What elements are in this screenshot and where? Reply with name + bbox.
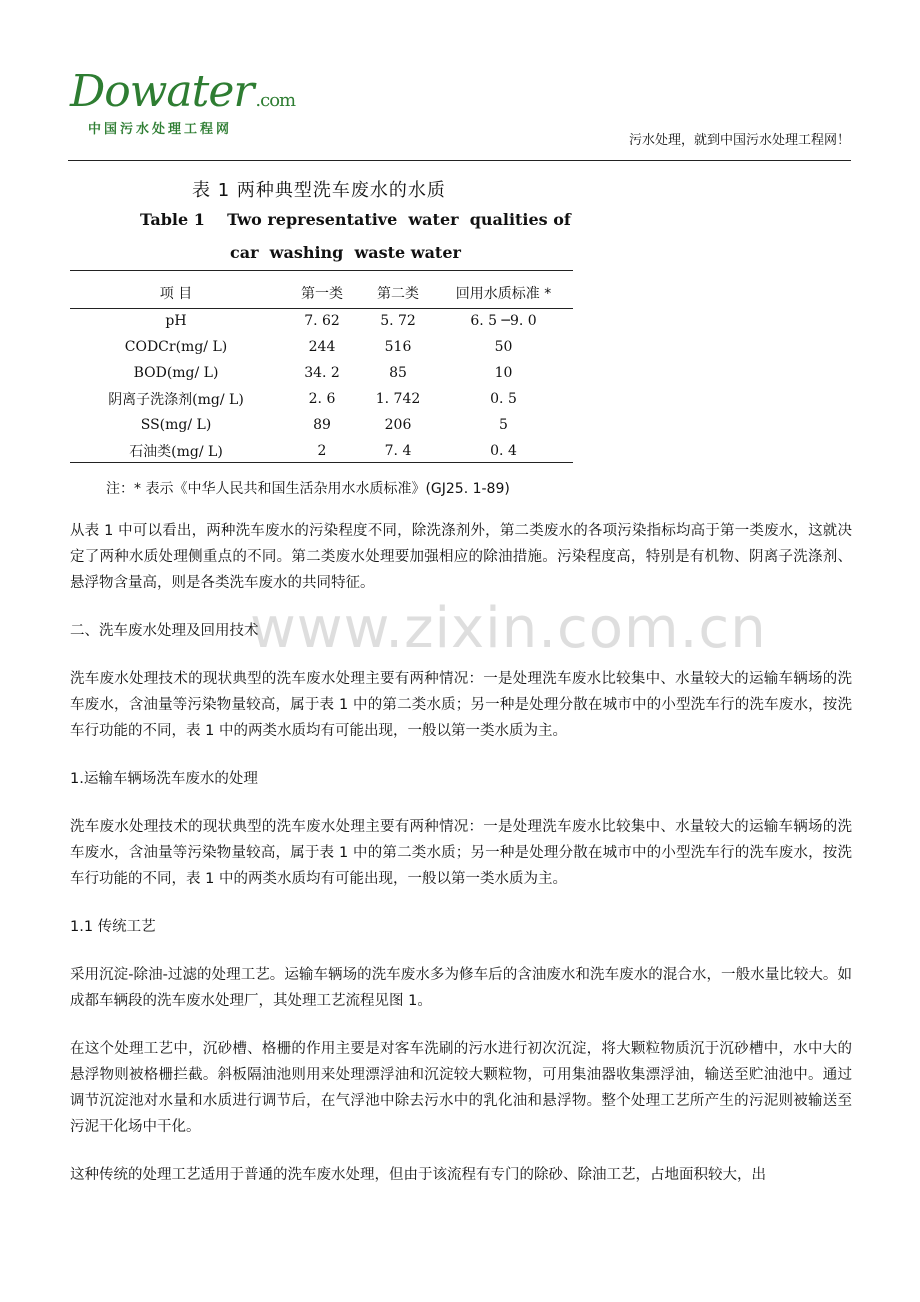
paragraph: 在这个处理工艺中，沉砂槽、格栅的作用主要是对客车洗刷的污水进行初次沉淀，将大颗粒物质沉于沉砂槽中，水中大的悬浮物则被格栅拦截。斜板隔油池则用来处理漂浮油和沉淀较大颗粒物，可用集油器收集漂浮油，输送至贮油池中。通过调节沉淀池对水量和水质进行调节后，在气浮池中除去污水中的乳化油和悬浮物。整个处理工艺所产生的污泥则被输送至污泥干化场中干化。	[70, 1041, 852, 1135]
table-cell: 206	[384, 417, 412, 433]
logo-domain-text: .com	[255, 90, 296, 111]
table-cell: 34. 2	[304, 365, 340, 381]
table-cell: 5	[499, 417, 508, 433]
table-cell: 2	[317, 443, 327, 459]
table-cell: 2. 6	[308, 391, 336, 407]
watermark: www.zixin.com.cn	[250, 596, 767, 661]
table-cell: SS(mg/ L)	[140, 417, 212, 433]
header-slogan: 污水处理，就到中国污水处理工程网！	[628, 133, 850, 148]
logo-subtitle: 中国污水处理工程网	[88, 122, 233, 137]
table-cell: 5. 72	[380, 313, 416, 329]
table-cell: 244	[308, 339, 336, 355]
table-cell: 石油类(mg/ L)	[129, 444, 223, 460]
paragraph: 从表 1 中可以看出，两种洗车废水的污染程度不同，除洗涤剂外，第二类废水的各项污染指标均高于第一类废水，这就决定了两种水质处理侧重点的不同。第二类废水处理要加强相应的除油措施。污染程度高，特别是有机物、阴离子洗涤剂、悬浮物含量高，则是各类洗车废水的共同特征。	[70, 523, 852, 591]
site-logo[interactable]	[70, 66, 296, 138]
table-cell: 0. 4	[490, 443, 517, 459]
table-row	[70, 438, 573, 464]
water-quality-table	[70, 278, 573, 464]
table-cell: 10	[494, 365, 513, 381]
table-bottom-rule	[70, 462, 573, 463]
table-header-row	[70, 278, 573, 308]
table-row	[70, 386, 573, 412]
paragraph: 洗车废水处理技术的现状典型的洗车废水处理主要有两种情况：一是处理洗车废水比较集中、水量较大的运输车辆场的洗车废水，含油量等污染物量较高，属于表 1 中的第二类水质；另一种是处理分散在城市中的小型洗车行的洗车废水，按洗车行功能的不同，表 1 中的两类水质均有可能出现，一般以第一类水质为主。	[70, 671, 852, 739]
table-row	[70, 308, 573, 334]
col-header-type1: 第一类	[301, 286, 343, 302]
paragraph: 洗车废水处理技术的现状典型的洗车废水处理主要有两种情况：一是处理洗车废水比较集中、水量较大的运输车辆场的洗车废水，含油量等污染物量较高，属于表 1 中的第二类水质；另一种是处理分散在城市中的小型洗车行的洗车废水，按洗车行功能的不同，表 1 中的两类水质均有可能出现，一般以第一类水质为主。	[70, 819, 852, 887]
logo-main-text: Dowater	[70, 66, 254, 117]
table-cell: 1. 742	[375, 391, 421, 407]
table-row	[70, 412, 573, 438]
table-row	[70, 334, 573, 360]
article-body	[70, 518, 852, 1210]
table-cell: 50	[494, 339, 513, 355]
table-cell: 7. 62	[304, 313, 340, 329]
table-cell: 7. 4	[384, 443, 412, 459]
paragraph: 1.1 传统工艺	[70, 919, 156, 935]
table-cell: CODCr(mg/ L)	[124, 339, 228, 355]
table-header-rule	[70, 308, 573, 309]
paragraph: 采用沉淀-除油-过滤的处理工艺。运输车辆场的洗车废水多为修车后的含油废水和洗车废水的混合水，一般水量比较大。如成都车辆段的洗车废水处理厂，其处理工艺流程见图 1。	[70, 967, 852, 1009]
table-cell: pH	[165, 313, 187, 329]
logo-wordmark	[70, 68, 295, 125]
water-quality-table-figure	[70, 172, 580, 502]
table-caption-en-line2: car washing waste water	[230, 243, 461, 262]
col-header-type2: 第二类	[377, 286, 419, 302]
table-row	[70, 360, 573, 386]
table-caption-cn: 表 1 两种典型洗车废水的水质	[192, 180, 446, 201]
table-cell: 阴离子洗涤剂(mg/ L)	[108, 392, 244, 408]
table-cell: 6. 5 ─9. 0	[470, 313, 537, 329]
table-cell: BOD(mg/ L)	[133, 365, 219, 381]
paragraph: 这种传统的处理工艺适用于普通的洗车废水处理，但由于该流程有专门的除砂、除油工艺，占地面积较大，出	[70, 1167, 766, 1183]
table-cell: 516	[384, 339, 412, 355]
col-header-reuse-standard: 回用水质标准 *	[455, 286, 552, 302]
table-top-rule	[70, 270, 573, 271]
table-cell: 0. 5	[490, 391, 517, 407]
header-divider	[68, 160, 851, 161]
table-cell: 85	[389, 365, 407, 381]
paragraph: 二、洗车废水处理及回用技术	[70, 623, 259, 639]
col-header-item: 项 目	[159, 286, 193, 302]
table-body	[70, 308, 573, 464]
table-caption-en-line1: Table 1 Two representative water qualities of	[140, 210, 571, 229]
table-cell: 89	[313, 417, 331, 433]
table-note: 注：* 表示《中华人民共和国生活杂用水水质标准》(GJ25. 1-89)	[106, 481, 510, 497]
paragraph: 1.运输车辆场洗车废水的处理	[70, 771, 258, 787]
